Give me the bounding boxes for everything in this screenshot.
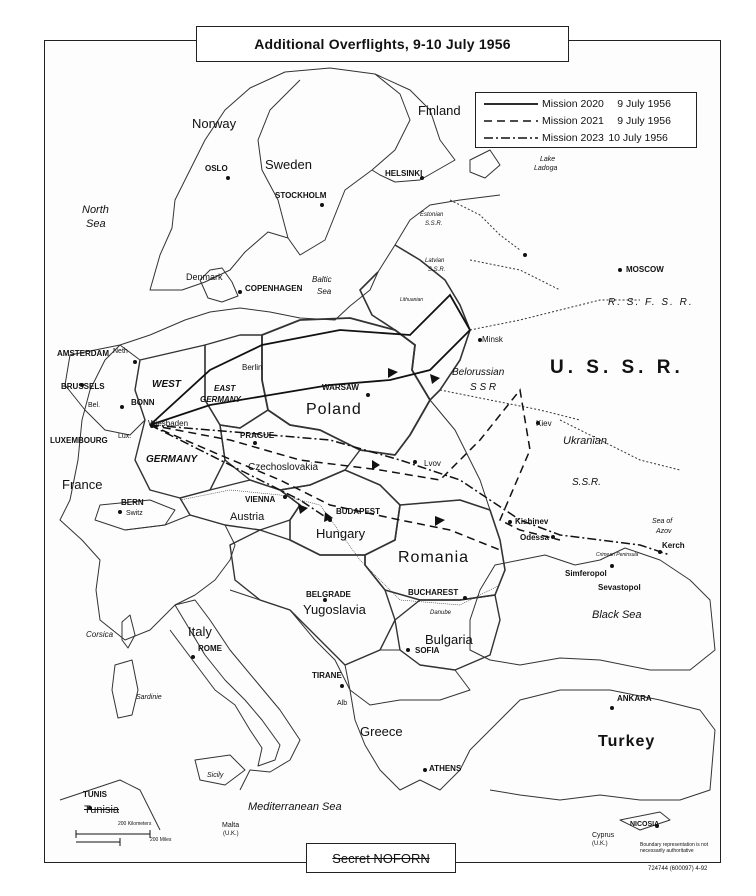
lake-ladoga: [470, 150, 500, 178]
label-prague: PRAGUE: [240, 431, 275, 440]
label-minsk: Minsk: [482, 335, 503, 344]
label-med: Mediterranean Sea: [248, 801, 342, 813]
legend-line-solid: [484, 99, 538, 109]
label-bulgaria: Bulgaria: [425, 632, 473, 647]
label-azov-2: Azov: [656, 528, 672, 535]
label-latvian-ssr: S.S.R.: [428, 267, 446, 273]
border-italy-north: [125, 515, 235, 605]
city-marker: [320, 203, 324, 207]
legend-date: 9 July 1956: [617, 98, 671, 110]
label-belgrade: BELGRADE: [306, 590, 351, 599]
label-berlin: Berlin: [242, 363, 263, 372]
label-wiesbaden: Wiesbaden: [148, 419, 189, 428]
label-west-germany-2: GERMANY: [146, 454, 198, 465]
label-simferopol: Simferopol: [565, 569, 607, 578]
label-ukranian-ssr: S.S.R.: [572, 477, 601, 488]
city-marker: [413, 460, 417, 464]
label-sweden: Sweden: [265, 157, 312, 172]
label-sofia: SOFIA: [415, 646, 440, 655]
label-bucharest: BUCHAREST: [408, 588, 459, 597]
coastline-italy: [170, 605, 280, 766]
legend-item-mission-2021: [484, 114, 671, 128]
label-latvian: Latvian: [425, 258, 445, 264]
city-marker: [253, 441, 257, 445]
label-neth: Neth: [113, 348, 128, 355]
label-black-sea: Black Sea: [592, 609, 642, 621]
scale-bar: [76, 830, 150, 846]
island-corsica: [122, 615, 135, 648]
legend-date: 10 July 1956: [608, 132, 668, 144]
island-sicily: [195, 755, 245, 785]
coastline-finland: [372, 74, 455, 182]
city-marker: [328, 518, 332, 522]
border-greece: [345, 650, 470, 705]
label-malta-uk: (U.K.): [223, 831, 239, 837]
label-west-germany-1: WEST: [152, 379, 181, 390]
city-marker: [366, 393, 370, 397]
city-marker: [283, 495, 287, 499]
label-yugoslavia: Yugoslavia: [303, 602, 366, 617]
label-crimean: Crimean Peninsula: [596, 552, 639, 558]
city-marker: [610, 706, 614, 710]
label-lake-ladoga-2: Ladoga: [534, 165, 558, 172]
city-marker: [118, 510, 122, 514]
label-athens: ATHENS: [429, 764, 462, 773]
scale-label-mi: 200 Miles: [150, 837, 172, 843]
border-east-germany: [205, 335, 268, 428]
city-marker: [658, 550, 662, 554]
label-romania: Romania: [398, 549, 470, 566]
label-czechoslovakia: Czechoslovakia: [248, 462, 319, 473]
city-marker: [238, 290, 242, 294]
label-east-germany-2: GERMANY: [200, 395, 241, 404]
label-kiev: Kiev: [536, 419, 552, 428]
label-luxembourg: LUXEMBOURG: [50, 436, 108, 445]
label-oslo: OSLO: [205, 164, 228, 173]
label-lithuanian: Lithuanian: [400, 297, 424, 303]
scale-label-km: 200 Kilometers: [118, 821, 152, 827]
city-marker: [133, 360, 137, 364]
label-albania: Alb: [337, 700, 348, 707]
label-cyprus-uk: (U.K.): [592, 841, 608, 847]
city-marker: [406, 648, 410, 652]
route-arrow: [372, 460, 380, 470]
island-sardinia: [112, 660, 138, 718]
coastline-turkey: [470, 690, 715, 800]
label-danube: Danube: [430, 610, 452, 616]
label-rome: ROME: [198, 644, 222, 653]
label-north-sea-2: Sea: [86, 218, 106, 230]
label-ukranian: Ukranian: [563, 435, 608, 447]
label-sicily: Sicily: [207, 772, 224, 779]
city-marker: [618, 268, 622, 272]
label-moscow: MOSCOW: [626, 265, 664, 274]
label-copenhagen: COPENHAGEN: [245, 284, 303, 293]
legend-line-dashed: [484, 116, 538, 126]
label-north-sea-1: North: [82, 204, 109, 216]
city-marker: [508, 520, 512, 524]
city-marker: [191, 655, 195, 659]
city-marker: [340, 684, 344, 688]
city-marker: [120, 405, 124, 409]
label-turkey: Turkey: [598, 733, 656, 750]
label-finland: Finland: [418, 103, 461, 118]
label-ankara: ANKARA: [617, 694, 652, 703]
route-arrow: [435, 516, 445, 526]
label-warsaw: WARSAW: [322, 383, 359, 392]
label-lux: Lux.: [118, 433, 132, 440]
label-amsterdam: AMSTERDAM: [57, 349, 109, 358]
label-italy: Italy: [188, 624, 212, 639]
city-marker: [463, 596, 467, 600]
border-ssr-internal: [440, 200, 680, 470]
label-ussr: U. S. S. R.: [550, 357, 684, 378]
label-lvov: Lvov: [424, 459, 441, 468]
classification-label: Secret NOFORN: [332, 850, 430, 866]
label-poland: Poland: [306, 401, 362, 418]
legend-line-dash-dot: [484, 133, 538, 143]
route-arrow: [298, 504, 308, 514]
label-denmark: Denmark: [186, 272, 223, 282]
label-vienna: VIENNA: [245, 495, 276, 504]
city-marker: [551, 535, 555, 539]
label-bel: Bel.: [88, 402, 101, 409]
label-malta: Malta: [222, 822, 240, 829]
label-tirane: TIRANE: [312, 671, 342, 680]
label-rsfsr: R. S. F. S. R.: [608, 297, 694, 308]
label-corsica: Corsica: [86, 630, 114, 639]
legend-mission: Mission 2020: [542, 98, 604, 110]
footer-code: 724744 (600097) 4-92: [648, 866, 708, 872]
label-nicosia: NICOSIA: [630, 821, 660, 828]
label-austria: Austria: [230, 511, 265, 523]
label-belorussian: Belorussian: [452, 367, 505, 378]
label-brussels: BRUSSELS: [61, 382, 105, 391]
label-hungary: Hungary: [316, 526, 366, 541]
label-baltic-2: Sea: [317, 287, 332, 296]
border-ussr-south: [400, 400, 490, 510]
legend-date: 9 July 1956: [617, 115, 671, 127]
classification-box: [306, 843, 456, 873]
city-marker: [523, 253, 527, 257]
legend-item-mission-2023: [484, 131, 668, 145]
label-estonian: Estonian: [420, 212, 444, 218]
label-cyprus: Cyprus: [592, 832, 615, 839]
route-arrow: [388, 368, 398, 378]
label-helsinki: HELSINKI: [385, 169, 423, 178]
label-norway: Norway: [192, 116, 237, 131]
label-tunisia: Tunisia: [84, 804, 120, 816]
label-bonn: BONN: [131, 398, 155, 407]
city-marker: [226, 176, 230, 180]
label-tunis: TUNIS: [83, 790, 107, 799]
label-belorussian-ssr: S S R: [470, 382, 497, 393]
legend: [475, 92, 697, 148]
label-kishinev: Kishinev: [515, 517, 549, 526]
label-france: France: [62, 477, 103, 492]
label-greece: Greece: [360, 724, 403, 739]
label-bern: BERN: [121, 498, 144, 507]
label-estonian-ssr: S.S.R.: [425, 221, 443, 227]
label-stockholm: STOCKHOLM: [275, 191, 327, 200]
label-azov-1: Sea of: [652, 518, 673, 525]
coastline-scandinavia: [150, 68, 410, 290]
legend-mission: Mission 2023: [542, 132, 604, 144]
label-sardinia: Sardinie: [136, 694, 162, 701]
label-lake-ladoga-1: Lake: [540, 156, 556, 163]
city-marker: [610, 564, 614, 568]
legend-item-mission-2020: [484, 97, 671, 111]
map-title-box: [196, 26, 569, 62]
label-kerch: Kerch: [662, 541, 685, 550]
route-arrow: [430, 374, 440, 384]
border-czech: [220, 410, 360, 490]
label-switz: Switz: [126, 510, 143, 517]
map-title: Additional Overflights, 9-10 July 1956: [254, 36, 511, 52]
legend-mission: Mission 2021: [542, 115, 604, 127]
label-odessa: Odessa: [520, 533, 549, 542]
label-east-germany-1: EAST: [214, 384, 236, 393]
label-sevastopol: Sevastopol: [598, 583, 641, 592]
label-baltic-1: Baltic: [312, 275, 332, 284]
boundary-note: Boundary representation is not necessarily authoritative: [640, 842, 709, 854]
label-budapest: BUDAPEST: [336, 507, 381, 516]
city-marker: [423, 768, 427, 772]
